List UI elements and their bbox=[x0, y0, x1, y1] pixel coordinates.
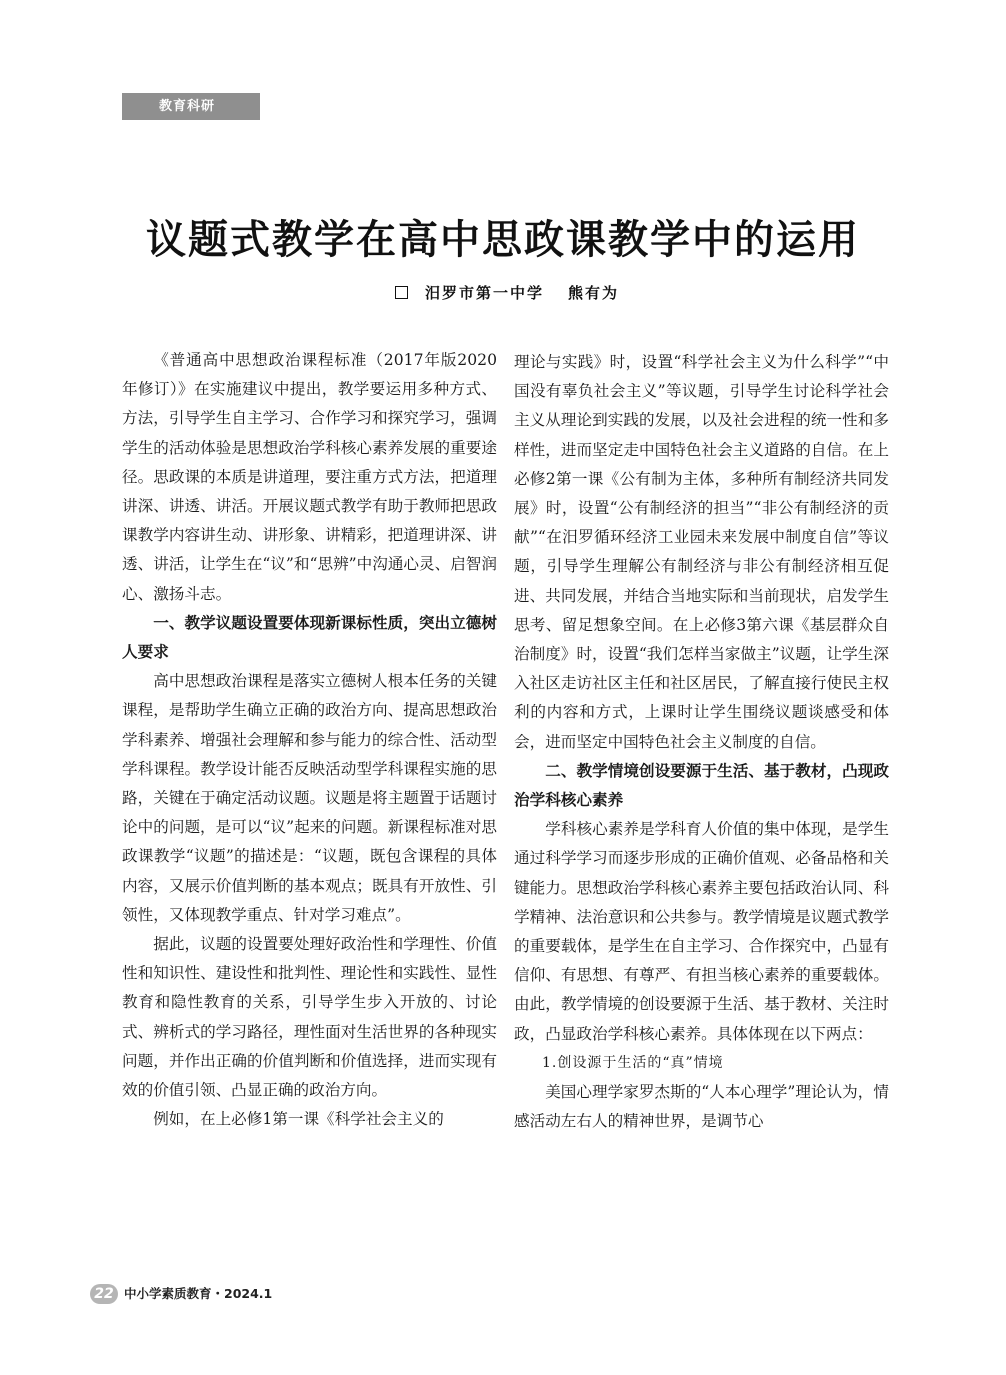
paragraph: 例如，在上必修1第一课《科学社会主义的 bbox=[153, 1110, 444, 1129]
paragraph-intro: 《普通高中思想政治课程标准（2017年版2020年修订）》在实施建议中提出，教学要运用多种方式、方法，引导学生自主学习、合作学习和探究学习，强调学生的活动体验是思想政治学科核心素养发展的重要途径。思政课的本质是讲道理，要注重方式方法，把道理讲深、讲透、讲活。开展议题式教学有助于教师把思政课教学内容讲生动、讲形象、讲精彩，把道理讲深、讲透、讲活，让学生在“议”和“思辨”中沟通心灵、启智润心、激扬斗志。 bbox=[122, 351, 497, 603]
paragraph-continued: 理论与实践》时，设置“科学社会主义为什么科学”“中国没有辜负社会主义”等议题，引导学生讨论科学社会主义从理论到实践的发展，以及社会进程的统一性和多样性，进而坚定走中国特色社会主义道路的自信。在上必修2第一课《公有制为主体，多种所有制经济共同发展》时，设置“公有制经济的担当”“非公有制经济的贡献”“在汨罗循环经济工业园未来发展中制度自信”等议题，引导学生理解公有制经济与非公有制经济相互促进、共同发展，并结合当地实际和当前现状，启发学生思考、留足想象空间。在上必修3第六课《基层群众自治制度》时，设置“我们怎样当家做主”议题，让学生深入社区走访社区主任和社区居民，了解直接行使民主权利的内容和方式，上课时让学生围绕议题谈感受和体会，进而坚定中国特色社会主义制度的自信。 bbox=[514, 353, 889, 751]
right-column bbox=[514, 348, 889, 1136]
section-heading-2: 二、教学情境创设要源于生活、基于教材，凸现政治学科核心素养 bbox=[514, 761, 889, 810]
author-school: 汨罗市第一中学 bbox=[425, 284, 545, 302]
page-footer bbox=[90, 1283, 272, 1305]
section-heading-1: 一、教学议题设置要体现新课标性质，突出立德树人要求 bbox=[122, 613, 497, 662]
left-column bbox=[122, 346, 497, 1134]
page-number: 22 bbox=[90, 1284, 118, 1304]
subsection-heading: 1.创设源于生活的“真”情境 bbox=[542, 1054, 724, 1071]
paragraph: 高中思想政治课程是落实立德树人根本任务的关键课程，是帮助学生确立正确的政治方向、提高思想政治学科素养、增强社会理解和参与能力的综合性、活动型学科课程。教学设计能否反映活动型学科课程实施的思路，关键在于确定活动议题。议题是将主题置于话题讨论中的问题，是可以“议”起来的问题。新课程标准对思政课教学“议题”的描述是：“议题，既包含课程的具体内容，又展示价值判断的基本观点；既具有开放性、引领性，又体现教学重点、针对学习难点”。 bbox=[122, 672, 497, 924]
paragraph: 学科核心素养是学科育人价值的集中体现，是学生通过科学学习而逐步形成的正确价值观、必备品格和关键能力。思想政治学科核心素养主要包括政治认同、科学精神、法治意识和公共参与。教学情境是议题式教学的重要载体，是学生在自主学习、合作探究中，凸显有信仰、有思想、有尊严、有担当核心素养的重要载体。由此，教学情境的创设要源于生活、基于教材、关注时政，凸显政治学科核心素养。具体体现在以下两点： bbox=[514, 820, 889, 1043]
paragraph: 美国心理学家罗杰斯的“人本心理学”理论认为，情感活动左右人的精神世界，是调节心 bbox=[514, 1083, 889, 1131]
journal-name: 中小学素质教育・2024.1 bbox=[124, 1286, 273, 1301]
byline bbox=[395, 281, 619, 305]
section-tag: 教育科研 bbox=[122, 93, 260, 120]
paragraph: 据此，议题的设置要处理好政治性和学理性、价值性和知识性、建设性和批判性、理论性和实践性、显性教育和隐性教育的关系，引导学生步入开放的、讨论式、辨析式的学习路径，理性面对生活世界的各种现实问题，并作出正确的价值判断和价值选择，进而实现有效的价值引领、凸显正确的政治方向。 bbox=[122, 935, 497, 1100]
square-icon bbox=[395, 286, 408, 299]
article-title: 议题式教学在高中思政课教学中的运用 bbox=[146, 217, 860, 263]
author-name: 熊有为 bbox=[568, 284, 620, 302]
